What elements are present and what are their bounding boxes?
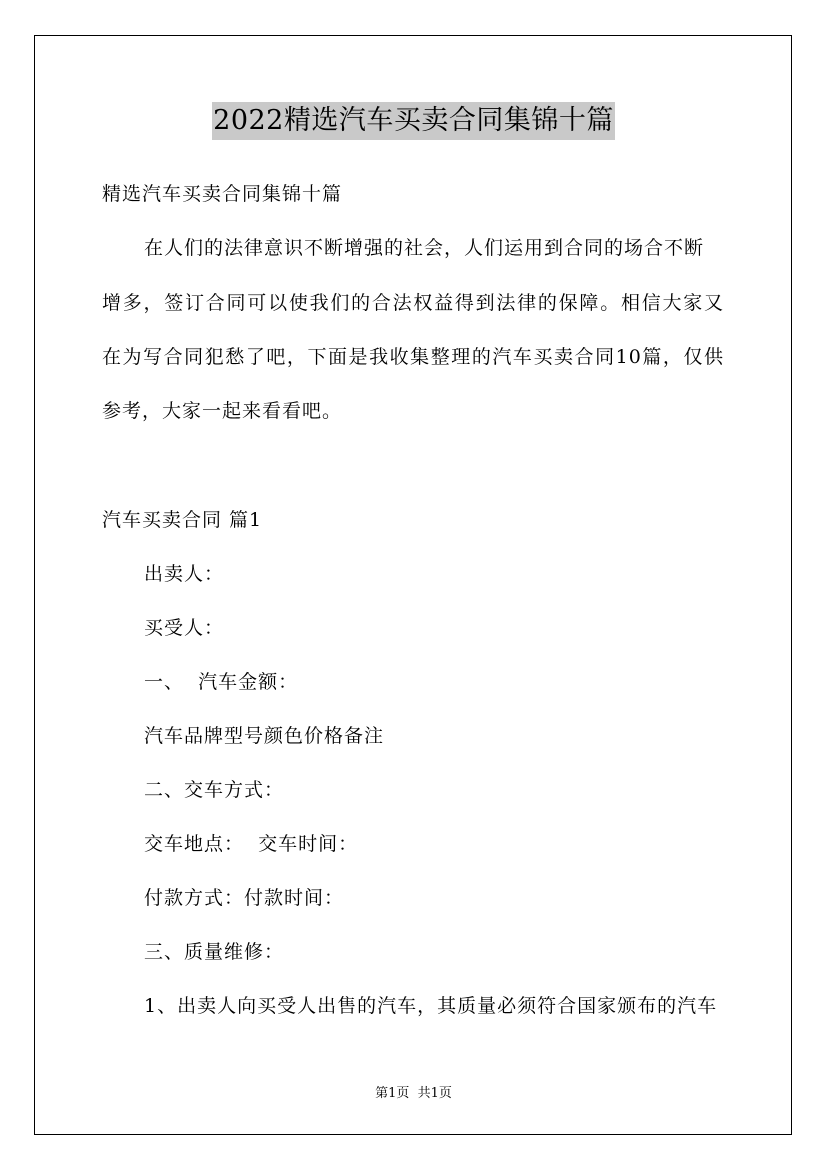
intro-line-3: 在为写合同犯愁了吧，下面是我收集整理的汽车买卖合同10篇，仅供	[102, 346, 724, 368]
page-footer: 第1页 共1页	[375, 1086, 452, 1101]
title-container	[0, 102, 827, 140]
contract-line-delivery: 二、交车方式：	[144, 779, 285, 801]
intro-line-1: 在人们的法律意识不断增强的社会，人们运用到合同的场合不断	[144, 237, 705, 259]
document-subtitle: 精选汽车买卖合同集锦十篇	[102, 183, 343, 205]
contract-line-car-columns: 汽车品牌型号颜色价格备注	[144, 725, 385, 747]
contract-line-payment: 付款方式：付款时间：	[144, 887, 345, 909]
contract-line-quality-1: 1、出卖人向买受人出售的汽车，其质量必须符合国家颁布的汽车	[144, 995, 718, 1017]
contract-line-delivery-place: 交车地点： 交车时间：	[144, 833, 359, 855]
contract-line-buyer: 买受人：	[144, 617, 225, 639]
section-heading: 汽车买卖合同 篇1	[102, 509, 263, 531]
document-title: 2022精选汽车买卖合同集锦十篇	[212, 102, 615, 140]
contract-line-seller: 出卖人：	[144, 563, 225, 585]
intro-line-2: 增多，签订合同可以使我们的合法权益得到法律的保障。相信大家又	[102, 292, 724, 314]
intro-line-4: 参考，大家一起来看看吧。	[102, 400, 343, 422]
contract-line-amount: 一、 汽车金额：	[144, 671, 299, 693]
contract-line-quality: 三、质量维修：	[144, 941, 285, 963]
